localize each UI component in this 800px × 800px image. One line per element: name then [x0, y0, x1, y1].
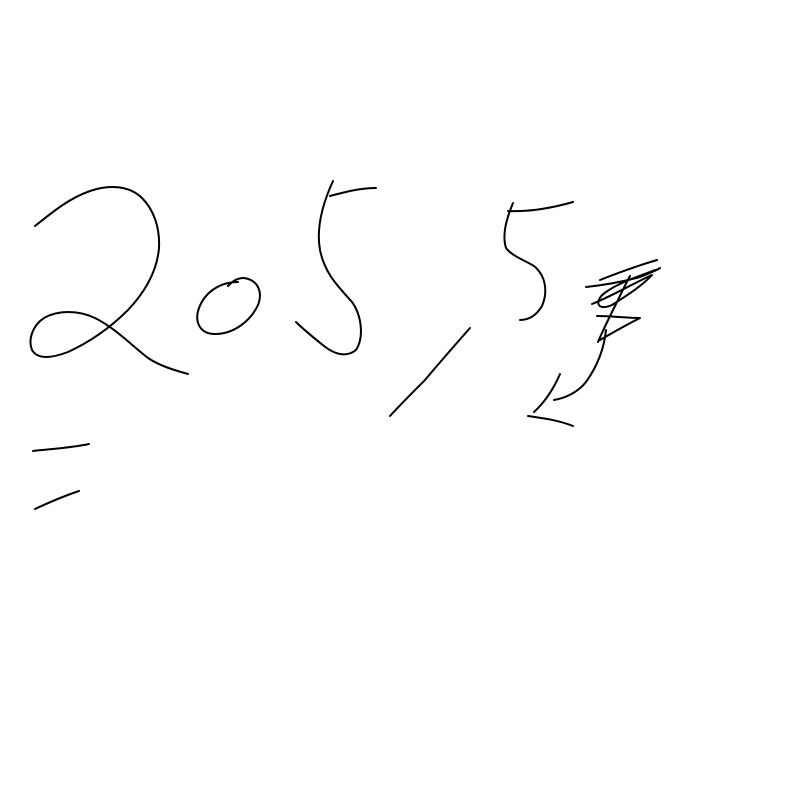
handwritten-mark [528, 374, 573, 426]
handwritten-rupee-symbol [586, 260, 660, 342]
handwritten-digit-5-top-bar [330, 188, 376, 196]
handwritten-equals-top [33, 444, 89, 451]
handwritten-equals-bottom [35, 491, 79, 509]
handwritten-digit-2 [31, 187, 189, 374]
handwritten-digit-0 [197, 278, 260, 334]
handwritten-comma [390, 328, 470, 416]
handwritten-expression [31, 181, 661, 509]
handwritten-digit-5b-body [504, 203, 545, 320]
handwritten-digit-5-body [296, 181, 361, 354]
handwritten-digit-5b-top-bar [508, 202, 573, 211]
